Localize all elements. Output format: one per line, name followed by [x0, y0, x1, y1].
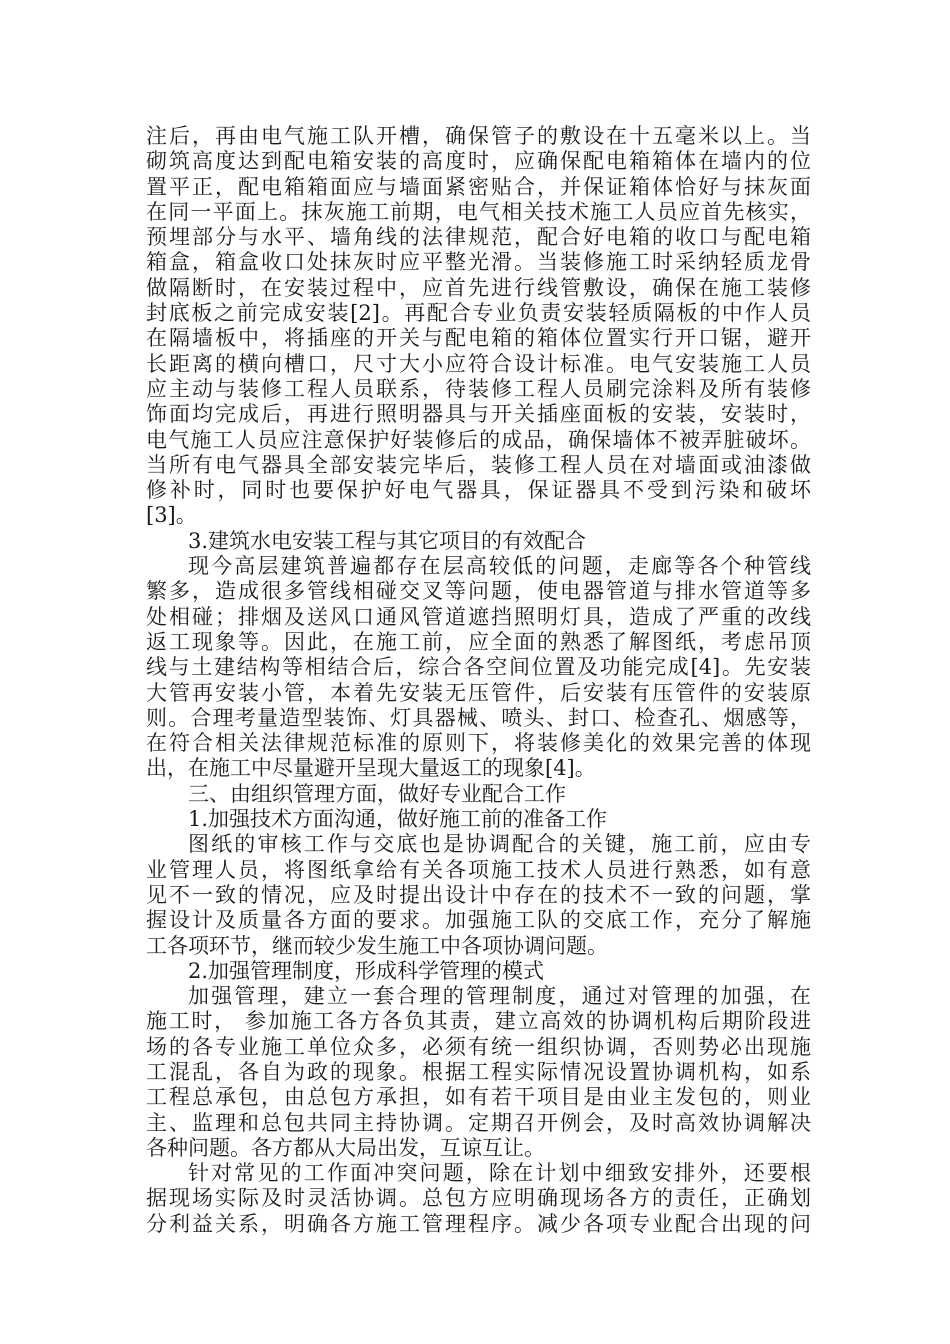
- text-line: 封底板之前完成安装[2]。再配合专业负责安装轻质隔板的中作人员: [146, 301, 811, 326]
- text-line: 应主动与装修工程人员联系，待装修工程人员刷完涂料及所有装修: [146, 376, 811, 401]
- text-line: 2.加强管理制度，形成科学管理的模式: [188, 958, 545, 983]
- text-line: 三、由组织管理方面，做好专业配合工作: [188, 781, 566, 806]
- text-line: 箱盒，箱盒收口处抹灰时应平整光滑。当装修施工时采纳轻质龙骨: [146, 250, 811, 275]
- text-line: 主、监理和总包共同主持协调。定期召开例会，及时高效协调解决: [146, 1110, 811, 1135]
- text-line: 砌筑高度达到配电箱安装的高度时，应确保配电箱箱体在墙内的位: [146, 149, 811, 174]
- text-line: 见不一致的情况，应及时提出设计中存在的技术不一致的问题，掌: [146, 882, 811, 907]
- text-line: 据现场实际及时灵活协调。总包方应明确现场各方的责任，正确划: [146, 1186, 811, 1211]
- text-line: 在隔墙板中，将插座的开关与配电箱的箱体位置实行开口锯，避开: [146, 326, 811, 351]
- text-line: 做隔断时，在安装过程中，应首先进行线管敷设，确保在施工装修: [146, 275, 811, 300]
- text-line: 现今高层建筑普遍都存在层高较低的问题，走廊等各个种管线: [188, 554, 811, 579]
- text-line: 业管理人员，将图纸拿给有关各项施工技术人员进行熟悉，如有意: [146, 857, 811, 882]
- text-line: 3.建筑水电安装工程与其它项目的有效配合: [188, 528, 587, 553]
- text-line: 返工现象等。因此，在施工前，应全面的熟悉了解图纸，考虑吊顶: [146, 629, 811, 654]
- text-line: 握设计及质量各方面的要求。加强施工队的交底工作，充分了解施: [146, 908, 811, 933]
- text-line: 工各项环节，继而较少发生施工中各项协调问题。: [146, 933, 608, 958]
- text-line: 施工时， 参加施工各方各负其责，建立高效的协调机构后期阶段进: [146, 1009, 811, 1034]
- text-line: 修补时，同时也要保护好电气器具，保证器具不受到污染和破坏: [146, 478, 811, 503]
- text-line: 则。合理考量造型装饰、灯具器械、喷头、封口、检查孔、烟感等，: [146, 705, 811, 730]
- text-line: 注后，再由电气施工队开槽，确保管子的敷设在十五毫米以上。当: [146, 124, 811, 148]
- text-line: 加强管理，建立一套合理的管理制度，通过对管理的加强，在: [188, 984, 811, 1009]
- text-line: 在同一平面上。抹灰施工前期，电气相关技术施工人员应首先核实，: [146, 199, 811, 224]
- text-line: 分利益关系，明确各方施工管理程序。减少各项专业配合出现的问: [146, 1211, 811, 1236]
- text-line: 繁多，造成很多管线相碰交叉等问题，使电器管道与排水管道等多: [146, 579, 811, 604]
- text-line: 各种问题。各方都从大局出发，互谅互让。: [146, 1135, 545, 1160]
- text-line: 场的各专业施工单位众多，必须有统一组织协调，否则势必出现施: [146, 1034, 811, 1059]
- text-line: 长距离的横向槽口，尺寸大小应符合设计标准。电气安装施工人员: [146, 351, 811, 376]
- text-line: 出，在施工中尽量避开呈现大量返工的现象[4]。: [146, 756, 596, 781]
- text-line: 置平正，配电箱箱面应与墙面紧密贴合，并保证箱体恰好与抹灰面: [146, 174, 811, 199]
- text-line: 当所有电气器具全部安装完毕后，装修工程人员在对墙面或油漆做: [146, 452, 811, 477]
- text-line: 图纸的审核工作与交底也是协调配合的关键，施工前，应由专: [188, 832, 811, 857]
- text-line: 工混乱，各自为政的现象。根据工程实际情况设置协调机构，如系: [146, 1059, 811, 1084]
- text-line: 大管再安装小管，本着先安装无压管件，后安装有压管件的安装原: [146, 680, 811, 705]
- text-line: 线与土建结构等相结合后，综合各空间位置及功能完成[4]。先安装: [146, 655, 811, 680]
- text-line: 预埋部分与水平、墙角线的法律规范，配合好电箱的收口与配电箱: [146, 225, 811, 250]
- text-line: 饰面均完成后，再进行照明器具与开关插座面板的安装，安装时，: [146, 402, 811, 427]
- text-line: [3]。: [146, 503, 197, 528]
- text-line: 针对常见的工作面冲突问题，除在计划中细致安排外，还要根: [188, 1161, 811, 1186]
- text-line: 1.加强技术方面沟通，做好施工前的准备工作: [188, 807, 608, 832]
- text-line: 电气施工人员应注意保护好装修后的成品，确保墙体不被弄脏破坏。: [146, 427, 811, 452]
- text-line: 工程总承包，由总包方承担，如有若干项目是由业主发包的，则业: [146, 1085, 811, 1110]
- text-line: 处相碰；排烟及送风口通风管道遮挡照明灯具，造成了严重的改线: [146, 604, 811, 629]
- document-body: [146, 124, 811, 1237]
- text-line: 在符合相关法律规范标准的原则下，将装修美化的效果完善的体现: [146, 731, 811, 756]
